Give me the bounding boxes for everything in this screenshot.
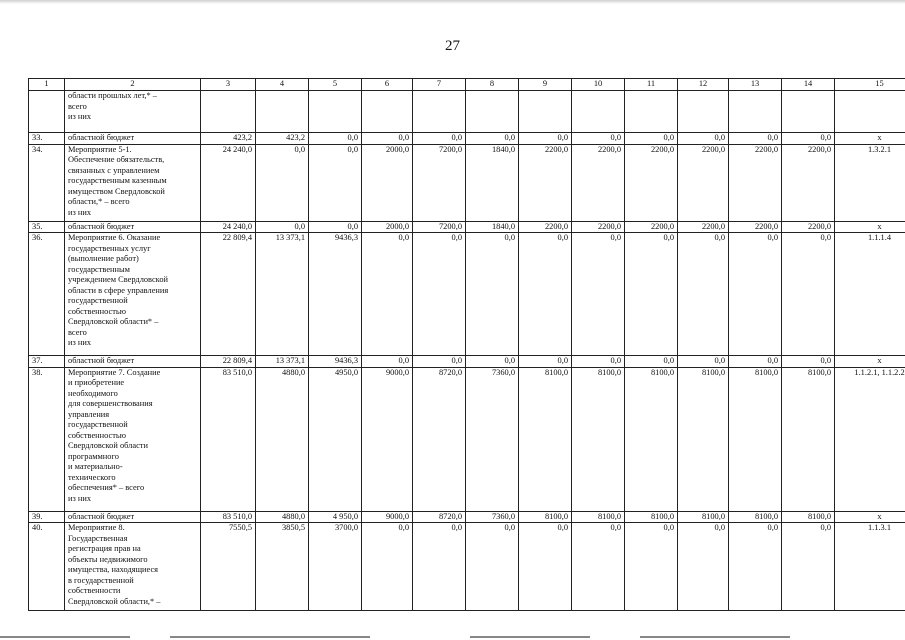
table-row (29, 233, 905, 356)
row-name-line: из них (68, 493, 92, 503)
value-cell (309, 91, 362, 133)
target-indicator-cell: 1.1.3.1 (835, 523, 905, 611)
value-cell: 4950,0 (309, 367, 362, 511)
row-name-line: из них (68, 338, 92, 347)
value-cell: 0,0 (625, 523, 678, 611)
table-row (29, 91, 905, 133)
row-number-cell: 34. (29, 144, 65, 221)
value-cell: 8100,0 (678, 367, 729, 511)
value-cell: 8100,0 (572, 511, 625, 523)
scan-edge-bottom (0, 634, 905, 640)
value-cell: 0,0 (466, 356, 519, 368)
row-name-line: Мероприятие 6. Оказание (68, 233, 161, 242)
header-cell: 11 (625, 79, 678, 91)
value-cell: 7200,0 (413, 144, 466, 221)
row-name-cell (65, 367, 201, 511)
value-cell: 7200,0 (413, 221, 466, 233)
value-cell: 8100,0 (782, 367, 835, 511)
header-cell: 12 (678, 79, 729, 91)
value-cell: 2200,0 (625, 221, 678, 233)
scan-edge-top (0, 0, 905, 4)
value-cell: 9000,0 (362, 511, 413, 523)
row-number-cell: 38. (29, 367, 65, 511)
value-cell: 7360,0 (466, 367, 519, 511)
value-cell: 2200,0 (729, 221, 782, 233)
value-cell: 0,0 (413, 133, 466, 145)
row-name-line: имущества, находящиеся (68, 565, 159, 574)
value-cell: 2200,0 (678, 144, 729, 221)
value-cell (413, 91, 466, 133)
row-number-cell: 35. (29, 221, 65, 233)
value-cell: 0,0 (678, 233, 729, 356)
value-cell (519, 91, 572, 133)
value-cell: 8100,0 (729, 511, 782, 523)
header-cell: 6 (362, 79, 413, 91)
value-cell: 83 510,0 (201, 511, 256, 523)
value-cell: 2200,0 (519, 221, 572, 233)
row-number-cell: 40. (29, 523, 65, 611)
value-cell: 8100,0 (782, 511, 835, 523)
value-cell: 2200,0 (782, 144, 835, 221)
row-name-line: имуществом Свердловской (68, 186, 165, 196)
value-cell: 4880,0 (256, 367, 309, 511)
value-cell: 3700,0 (309, 523, 362, 611)
row-name-line: Свердловской области (68, 441, 148, 450)
table-row (29, 356, 905, 368)
row-name-line: всего (68, 101, 87, 111)
row-name-line: области,* – всего (68, 197, 130, 206)
value-cell: 0,0 (572, 356, 625, 368)
row-name-cell (65, 221, 201, 233)
row-name-line: областной бюджет (68, 356, 135, 365)
value-cell: 22 809,4 (201, 233, 256, 356)
header-cell: 7 (413, 79, 466, 91)
row-number-cell: 33. (29, 133, 65, 145)
row-name-line: и приобретение (68, 378, 125, 387)
value-cell: 0,0 (362, 233, 413, 356)
row-name-line: области прошлых лет,* – (68, 91, 157, 100)
value-cell: 8100,0 (625, 367, 678, 511)
target-indicator-cell: x (835, 511, 905, 523)
row-name-cell (65, 133, 201, 145)
row-name-cell (65, 91, 201, 133)
row-number-cell: 39. (29, 511, 65, 523)
value-cell: 0,0 (678, 133, 729, 145)
row-name-line: государственной (68, 296, 128, 305)
value-cell: 83 510,0 (201, 367, 256, 511)
table-row (29, 367, 905, 511)
row-name-line: Мероприятие 5-1. (68, 144, 132, 154)
target-indicator-cell: x (835, 356, 905, 368)
value-cell: 0,0 (413, 233, 466, 356)
value-cell: 0,0 (519, 523, 572, 611)
row-name-line: областной бюджет (68, 133, 135, 142)
row-name-line: объекты недвижимого (68, 554, 148, 564)
value-cell: 8720,0 (413, 511, 466, 523)
value-cell: 0,0 (466, 233, 519, 356)
header-cell: 4 (256, 79, 309, 91)
row-name-line: собственностью (68, 430, 126, 440)
budget-table (28, 78, 905, 611)
row-name-line: собственности (68, 586, 121, 595)
row-name-line: Мероприятие 8. (68, 523, 125, 532)
value-cell: 0,0 (729, 133, 782, 145)
value-cell: 0,0 (309, 144, 362, 221)
target-indicator-cell (835, 91, 905, 133)
value-cell: 8720,0 (413, 367, 466, 511)
value-cell: 0,0 (256, 221, 309, 233)
value-cell: 3850,5 (256, 523, 309, 611)
value-cell: 0,0 (519, 233, 572, 356)
row-name-line: Свердловской области* – (68, 317, 159, 326)
value-cell: 0,0 (729, 356, 782, 368)
value-cell: 24 240,0 (201, 144, 256, 221)
row-name-line: управления (68, 409, 110, 419)
value-cell: 22 809,4 (201, 356, 256, 368)
value-cell: 2200,0 (572, 144, 625, 221)
header-cell: 14 (782, 79, 835, 91)
value-cell: 0,0 (519, 133, 572, 145)
value-cell: 8100,0 (678, 511, 729, 523)
row-name-line: государственных услуг (68, 243, 151, 253)
value-cell: 0,0 (625, 233, 678, 356)
row-name-line: областной бюджет (68, 221, 135, 231)
value-cell: 4 950,0 (309, 511, 362, 523)
row-name-line: связанных с управлением (68, 165, 160, 175)
value-cell: 0,0 (256, 144, 309, 221)
row-name-line: Государственная (68, 533, 128, 543)
row-name-line: в государственной (68, 575, 134, 585)
value-cell: 0,0 (572, 133, 625, 145)
row-name-line: для совершенствования (68, 399, 153, 408)
value-cell: 9436,3 (309, 356, 362, 368)
row-name-line: областной бюджет (68, 511, 135, 521)
value-cell: 0,0 (678, 356, 729, 368)
value-cell: 8100,0 (519, 511, 572, 523)
target-indicator-cell: 1.3.2.1 (835, 144, 905, 221)
target-indicator-cell: 1.1.2.1, 1.1.2.2 (835, 367, 905, 511)
table-header-row (29, 79, 905, 91)
value-cell: 7360,0 (466, 511, 519, 523)
value-cell: 0,0 (782, 233, 835, 356)
table-row (29, 523, 905, 611)
value-cell: 423,2 (256, 133, 309, 145)
value-cell: 2000,0 (362, 144, 413, 221)
row-name-line: технического (68, 472, 116, 482)
value-cell: 0,0 (309, 221, 362, 233)
value-cell (572, 91, 625, 133)
row-name-line: необходимого (68, 388, 118, 398)
row-name-line: всего (68, 327, 87, 337)
value-cell: 0,0 (413, 523, 466, 611)
table-row (29, 221, 905, 233)
target-indicator-cell: 1.1.1.4 (835, 233, 905, 356)
row-name-line: регистрация прав на (68, 544, 141, 553)
value-cell (466, 91, 519, 133)
row-name-line: обеспечения* – всего (68, 483, 145, 492)
value-cell: 8100,0 (729, 367, 782, 511)
row-name-cell (65, 356, 201, 368)
row-number-cell: 36. (29, 233, 65, 356)
value-cell: 0,0 (466, 133, 519, 145)
header-cell: 10 (572, 79, 625, 91)
value-cell: 0,0 (782, 133, 835, 145)
value-cell: 0,0 (625, 356, 678, 368)
row-name-line: учреждением Свердловской (68, 275, 168, 284)
header-cell: 5 (309, 79, 362, 91)
header-cell: 2 (65, 79, 201, 91)
value-cell: 2200,0 (572, 221, 625, 233)
value-cell: 2200,0 (678, 221, 729, 233)
value-cell (256, 91, 309, 133)
value-cell: 4880,0 (256, 511, 309, 523)
table-row (29, 144, 905, 221)
row-name-cell (65, 523, 201, 611)
header-cell: 9 (519, 79, 572, 91)
value-cell: 0,0 (729, 233, 782, 356)
value-cell: 2200,0 (782, 221, 835, 233)
row-name-line: собственностью (68, 306, 126, 316)
header-cell: 8 (466, 79, 519, 91)
value-cell: 2200,0 (729, 144, 782, 221)
value-cell: 0,0 (466, 523, 519, 611)
value-cell (678, 91, 729, 133)
value-cell: 0,0 (782, 523, 835, 611)
page-number: 27 (445, 38, 460, 54)
value-cell: 2200,0 (625, 144, 678, 221)
header-cell: 15 (835, 79, 905, 91)
target-indicator-cell: x (835, 221, 905, 233)
row-number-cell (29, 91, 65, 133)
value-cell: 0,0 (362, 133, 413, 145)
value-cell: 9000,0 (362, 367, 413, 511)
value-cell: 0,0 (309, 133, 362, 145)
value-cell: 2200,0 (519, 144, 572, 221)
table-row (29, 133, 905, 145)
value-cell (362, 91, 413, 133)
header-cell: 1 (29, 79, 65, 91)
value-cell: 24 240,0 (201, 221, 256, 233)
value-cell: 0,0 (519, 356, 572, 368)
value-cell: 0,0 (572, 523, 625, 611)
row-name-cell (65, 233, 201, 356)
value-cell: 1840,0 (466, 221, 519, 233)
value-cell: 0,0 (413, 356, 466, 368)
row-number-cell: 37. (29, 356, 65, 368)
value-cell: 13 373,1 (256, 356, 309, 368)
value-cell (625, 91, 678, 133)
value-cell: 0,0 (678, 523, 729, 611)
value-cell (782, 91, 835, 133)
value-cell: 8100,0 (519, 367, 572, 511)
row-name-line: из них (68, 112, 92, 121)
row-name-line: Обеспечение обязательств, (68, 155, 165, 164)
target-indicator-cell: x (835, 133, 905, 145)
value-cell: 0,0 (782, 356, 835, 368)
value-cell: 8100,0 (625, 511, 678, 523)
row-name-line: программного (68, 451, 119, 461)
row-name-line: (выполнение работ) (68, 254, 139, 263)
row-name-cell (65, 144, 201, 221)
row-name-line: Мероприятие 7. Создание (68, 367, 161, 377)
value-cell (729, 91, 782, 133)
row-name-line: и материально- (68, 462, 123, 471)
value-cell: 13 373,1 (256, 233, 309, 356)
row-name-line: Свердловской области,* – (68, 596, 161, 606)
value-cell: 0,0 (572, 233, 625, 356)
header-cell: 13 (729, 79, 782, 91)
row-name-line: государственным (68, 264, 130, 274)
row-name-line: области в сфере управления (68, 285, 169, 295)
value-cell: 7550,5 (201, 523, 256, 611)
value-cell (201, 91, 256, 133)
value-cell: 0,0 (362, 356, 413, 368)
value-cell: 8100,0 (572, 367, 625, 511)
value-cell: 0,0 (362, 523, 413, 611)
row-name-line: из них (68, 207, 92, 217)
value-cell: 423,2 (201, 133, 256, 145)
row-name-cell (65, 511, 201, 523)
header-cell: 3 (201, 79, 256, 91)
value-cell: 0,0 (625, 133, 678, 145)
value-cell: 1840,0 (466, 144, 519, 221)
row-name-line: государственным казенным (68, 176, 167, 185)
value-cell: 9436,3 (309, 233, 362, 356)
value-cell: 0,0 (729, 523, 782, 611)
row-name-line: государственной (68, 420, 128, 429)
value-cell: 2000,0 (362, 221, 413, 233)
table-body (29, 79, 905, 611)
table-row (29, 511, 905, 523)
